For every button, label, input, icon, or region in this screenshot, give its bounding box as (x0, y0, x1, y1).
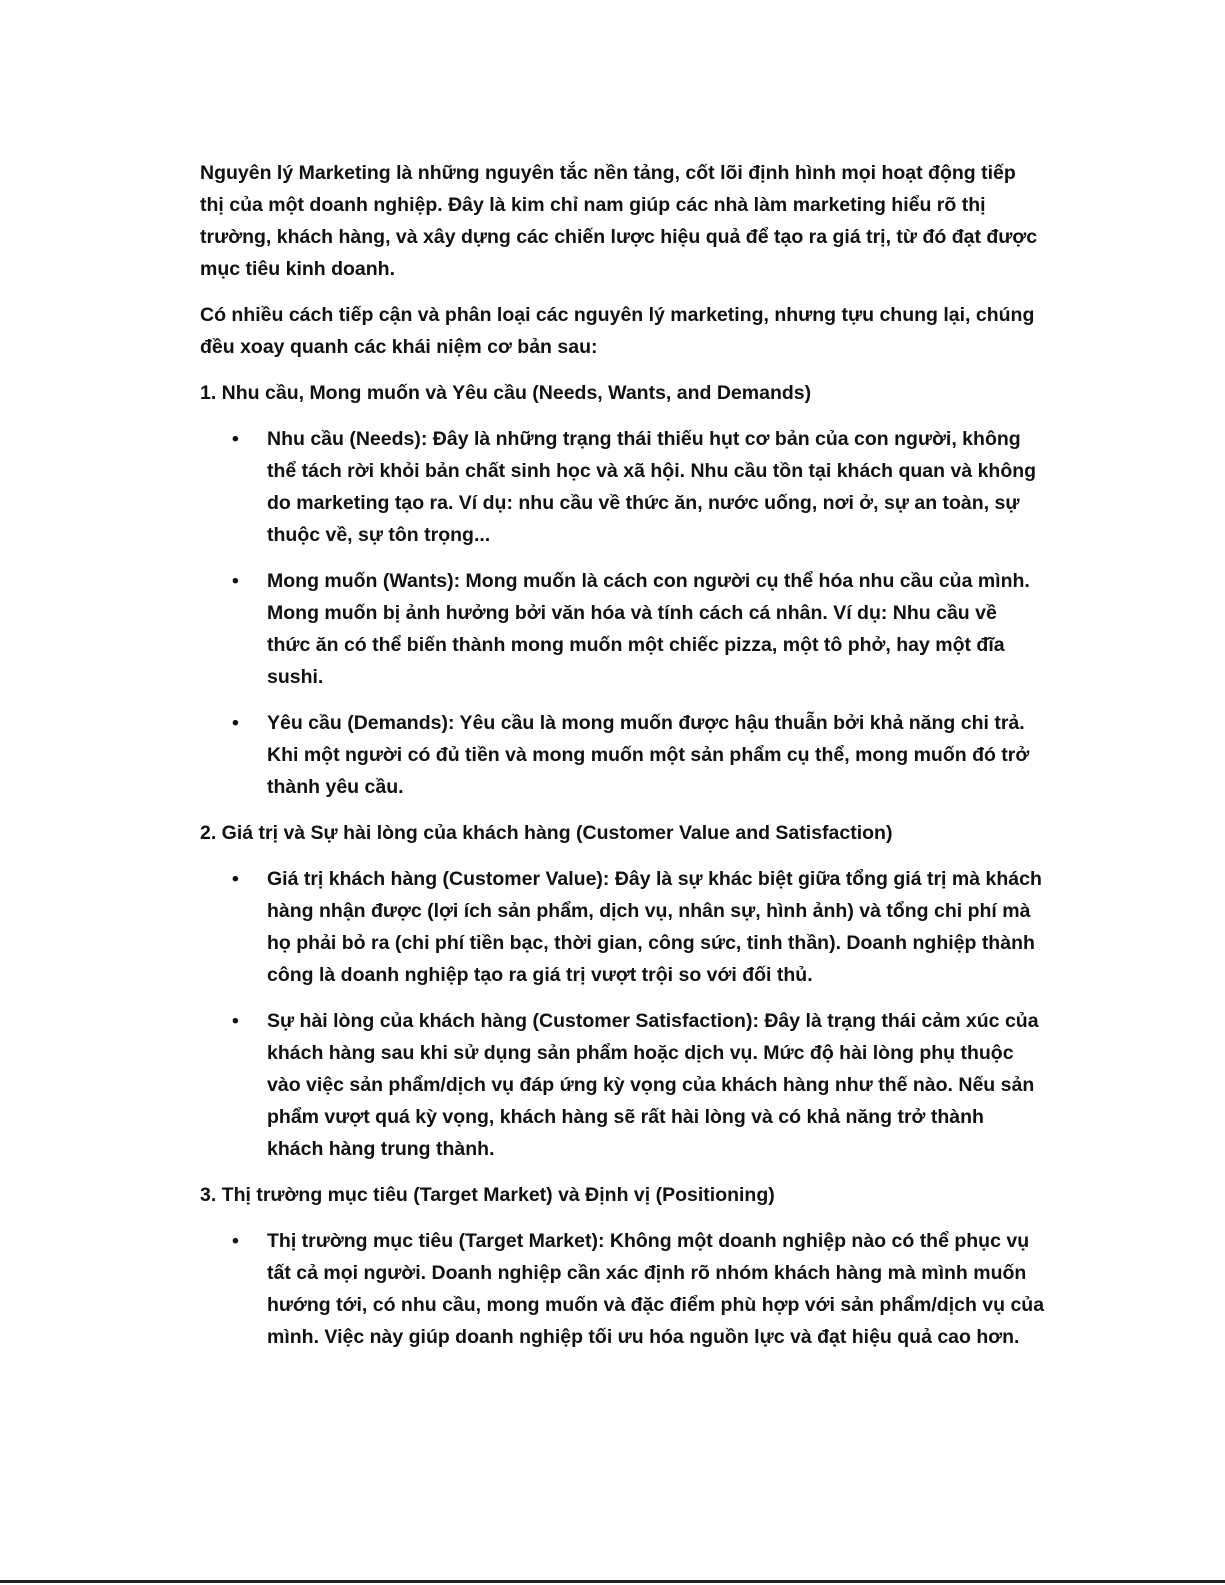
page-bottom-divider (0, 1580, 1225, 1583)
list-item: • Nhu cầu (Needs): Đây là những trạng thái thiếu hụt cơ bản của con người, không thể tách rời khỏi bản chất sinh học và xã hội. Nhu cầu tồn tại khách quan và không do marketing tạo ra. Ví dụ: nhu cầu về thức ăn, nước uống, nơi ở, sự an toàn, sự thuộc về, sự tôn trọng... (200, 423, 1045, 551)
list-item: • Giá trị khách hàng (Customer Value): Đây là sự khác biệt giữa tổng giá trị mà khách hàng nhận được (lợi ích sản phẩm, dịch vụ, nhân sự, hình ảnh) và tổng chi phí mà họ phải bỏ ra (chi phí tiền bạc, thời gian, công sức, tinh thần). Doanh nghiệp thành công là doanh nghiệp tạo ra giá trị vượt trội so với đối thủ. (200, 863, 1045, 991)
bullet-list-value (200, 863, 1045, 1165)
intro-paragraph: Có nhiều cách tiếp cận và phân loại các nguyên lý marketing, nhưng tựu chung lại, chúng đều xoay quanh các khái niệm cơ bản sau: (200, 304, 1035, 358)
section-heading-target: 3. Thị trường mục tiêu (Target Market) và Định vị (Positioning) (200, 1184, 775, 1206)
document-page (200, 157, 1045, 1367)
bullet-list-target (200, 1225, 1045, 1353)
section-heading-value: 2. Giá trị và Sự hài lòng của khách hàng (Customer Value and Satisfaction) (200, 822, 893, 844)
section-heading-needs: 1. Nhu cầu, Mong muốn và Yêu cầu (Needs, Wants, and Demands) (200, 382, 812, 404)
list-item: • Sự hài lòng của khách hàng (Customer Satisfaction): Đây là trạng thái cảm xúc của khách hàng sau khi sử dụng sản phẩm hoặc dịch vụ. Mức độ hài lòng phụ thuộc vào việc sản phẩm/dịch vụ đáp ứng kỳ vọng của khách hàng như thế nào. Nếu sản phẩm vượt quá kỳ vọng, khách hàng sẽ rất hài lòng và có khả năng trở thành khách hàng trung thành. (200, 1005, 1045, 1165)
list-item: • Yêu cầu (Demands): Yêu cầu là mong muốn được hậu thuẫn bởi khả năng chi trả. Khi một người có đủ tiền và mong muốn một sản phẩm cụ thể, mong muốn đó trở thành yêu cầu. (200, 707, 1045, 803)
intro-paragraph: Nguyên lý Marketing là những nguyên tắc nền tảng, cốt lõi định hình mọi hoạt động tiếp thị của một doanh nghiệp. Đây là kim chỉ nam giúp các nhà làm marketing hiểu rõ thị trường, khách hàng, và xây dựng các chiến lược hiệu quả để tạo ra giá trị, từ đó đạt được mục tiêu kinh doanh. (200, 162, 1038, 280)
list-item: • Thị trường mục tiêu (Target Market): Không một doanh nghiệp nào có thể phục vụ tất cả mọi người. Doanh nghiệp cần xác định rõ nhóm khách hàng mà mình muốn hướng tới, có nhu cầu, mong muốn và đặc điểm phù hợp với sản phẩm/dịch vụ của mình. Việc này giúp doanh nghiệp tối ưu hóa nguồn lực và đạt hiệu quả cao hơn. (200, 1225, 1045, 1353)
bullet-list-needs (200, 423, 1045, 803)
list-item: • Mong muốn (Wants): Mong muốn là cách con người cụ thể hóa nhu cầu của mình. Mong muốn bị ảnh hưởng bởi văn hóa và tính cách cá nhân. Ví dụ: Nhu cầu về thức ăn có thể biến thành mong muốn một chiếc pizza, một tô phở, hay một đĩa sushi. (200, 565, 1045, 693)
